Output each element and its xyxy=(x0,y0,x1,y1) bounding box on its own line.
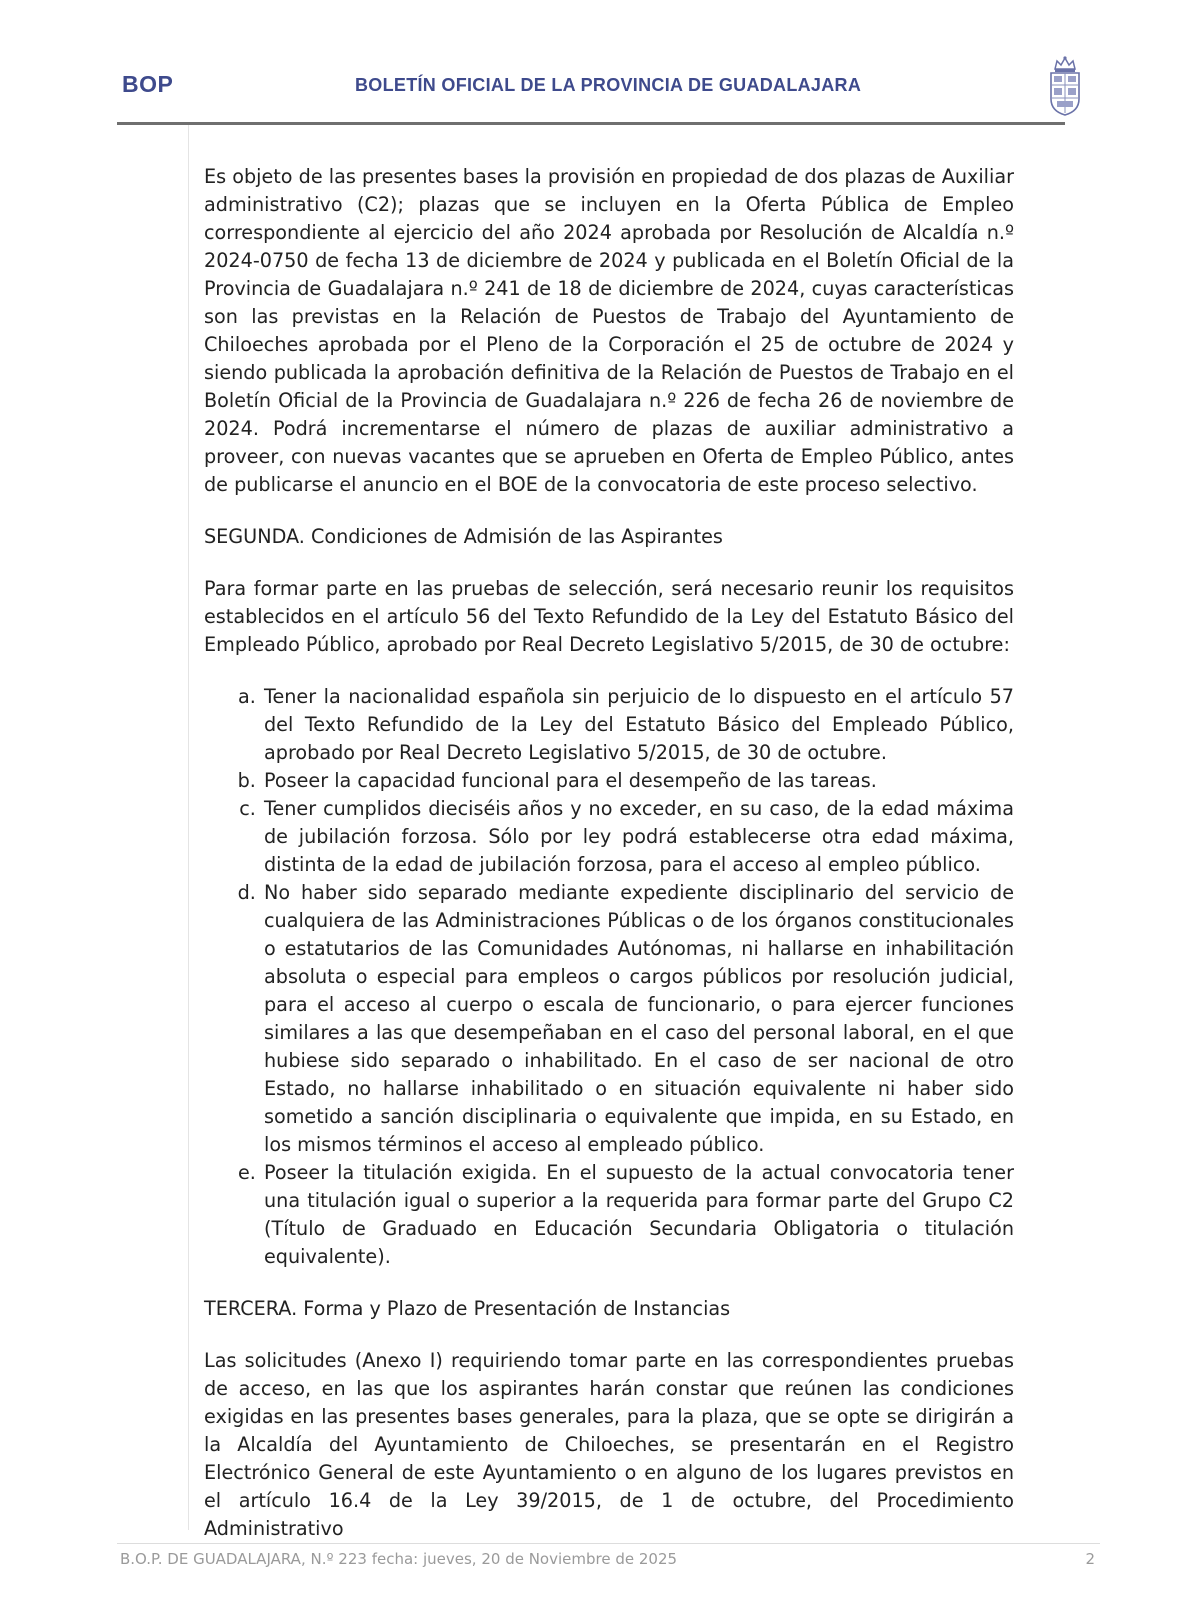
page-number: 2 xyxy=(1085,1550,1095,1568)
coat-of-arms-icon xyxy=(1047,55,1083,117)
document-body xyxy=(204,163,1014,1567)
page-header xyxy=(117,0,1065,125)
bop-abbrev: BOP xyxy=(122,71,174,97)
paragraph-applications: Las solicitudes (Anexo I) requiriendo tomar parte en las correspondientes pruebas de acceso, en las que los aspirantes harán constar que reúnen las condiciones exigidas en las presentes bases generales, para la plaza, que se opte se dirigirán a la Alcaldía del Ayuntamiento de Chiloeches, se presentarán en el Registro Electrónico General de este Ayuntamiento o en alguno de los lugares previstos en el artículo 16.4 de la Ley 39/2015, de 1 de octubre, del Procedimiento Administrativo xyxy=(204,1349,1014,1540)
header-divider xyxy=(117,122,1065,125)
list-item: e. Poseer la titulación exigida. En el supuesto de la actual convocatoria tener una titulación igual o superior a la requerida para formar parte del Grupo C2 (Título de Graduado en Educación Secundaria Obligatoria o titulación equivalente). xyxy=(262,1159,1014,1271)
list-item: c. Tener cumplidos dieciséis años y no exceder, en su caso, de la edad máxima de jubilación forzosa. Sólo por ley podrá establecerse otra edad máxima, distinta de la edad de jubilación forzosa, para el acceso al empleo público. xyxy=(262,795,1014,879)
requirements-list xyxy=(204,683,1014,1271)
footer-divider xyxy=(117,1543,1100,1544)
list-item: a. Tener la nacionalidad española sin perjuicio de lo dispuesto en el artículo 57 del Texto Refundido de la Ley del Estatuto Básico del Empleado Público, aprobado por Real Decreto Legislativo 5/2015, de 30 de octubre. xyxy=(262,683,1014,767)
list-item: b. Poseer la capacidad funcional para el desempeño de las tareas. xyxy=(262,767,1014,795)
paragraph-object: Es objeto de las presentes bases la provisión en propiedad de dos plazas de Auxiliar administrativo (C2); plazas que se incluyen en la Oferta Pública de Empleo correspondiente al ejercicio del año 2024 aprobada por Resolución de Alcaldía n.º 2024-0750 de fecha 13 de diciembre de 2024 y publicada en el Boletín Oficial de la Provincia de Guadalajara n.º 241 de 18 de diciembre de 2024, cuyas características son las previstas en la Relación de Puestos de Trabajo del Ayuntamiento de Chiloeches aprobada por el Pleno de la Corporación el 25 de octubre de 2024 y siendo publicada la aprobación definitiva de la Relación de Puestos de Trabajo en el Boletín Oficial de la Provincia de Guadalajara n.º 226 de fecha 26 de noviembre de 2024. Podrá incrementarse el número de plazas de auxiliar administrativo a proveer, con nuevas vacantes que se aprueben en Oferta de Empleo Público, antes de publicarse el anuncio en el BOE de la convocatoria de este proceso selectivo. xyxy=(204,165,1014,496)
section-heading-tercera: TERCERA. Forma y Plazo de Presentación de Instancias xyxy=(204,1297,731,1320)
bulletin-title: BOLETÍN OFICIAL DE LA PROVINCIA DE GUADALAJARA xyxy=(355,75,862,95)
footer-citation: B.O.P. DE GUADALAJARA, N.º 223 fecha: jueves, 20 de Noviembre de 2025 xyxy=(120,1550,678,1568)
section-heading-segunda: SEGUNDA. Condiciones de Admisión de las Aspirantes xyxy=(204,525,723,548)
list-item: d. No haber sido separado mediante expediente disciplinario del servicio de cualquiera de las Administraciones Públicas o de los órganos constitucionales o estatutarios de las Comunidades Autónomas, ni hallarse en inhabilitación absoluta o especial para empleos o cargos públicos por resolución judicial, para el acceso al cuerpo o escala de funcionario, o para ejercer funciones similares a las que desempeñaban en el caso del personal laboral, en el que hubiese sido separado o inhabilitado. En el caso de ser nacional de otro Estado, no hallarse inhabilitado o en situación equivalente ni haber sido sometido a sanción disciplinaria o equivalente que impida, en su Estado, en los mismos términos el acceso al empleado público. xyxy=(262,879,1014,1159)
paragraph-requirements-intro: Para formar parte en las pruebas de selección, será necesario reunir los requisitos establecidos en el artículo 56 del Texto Refundido de la Ley del Estatuto Básico del Empleado Público, aprobado por Real Decreto Legislativo 5/2015, de 30 de octubre: xyxy=(204,577,1014,656)
left-margin-rule xyxy=(188,125,189,1530)
